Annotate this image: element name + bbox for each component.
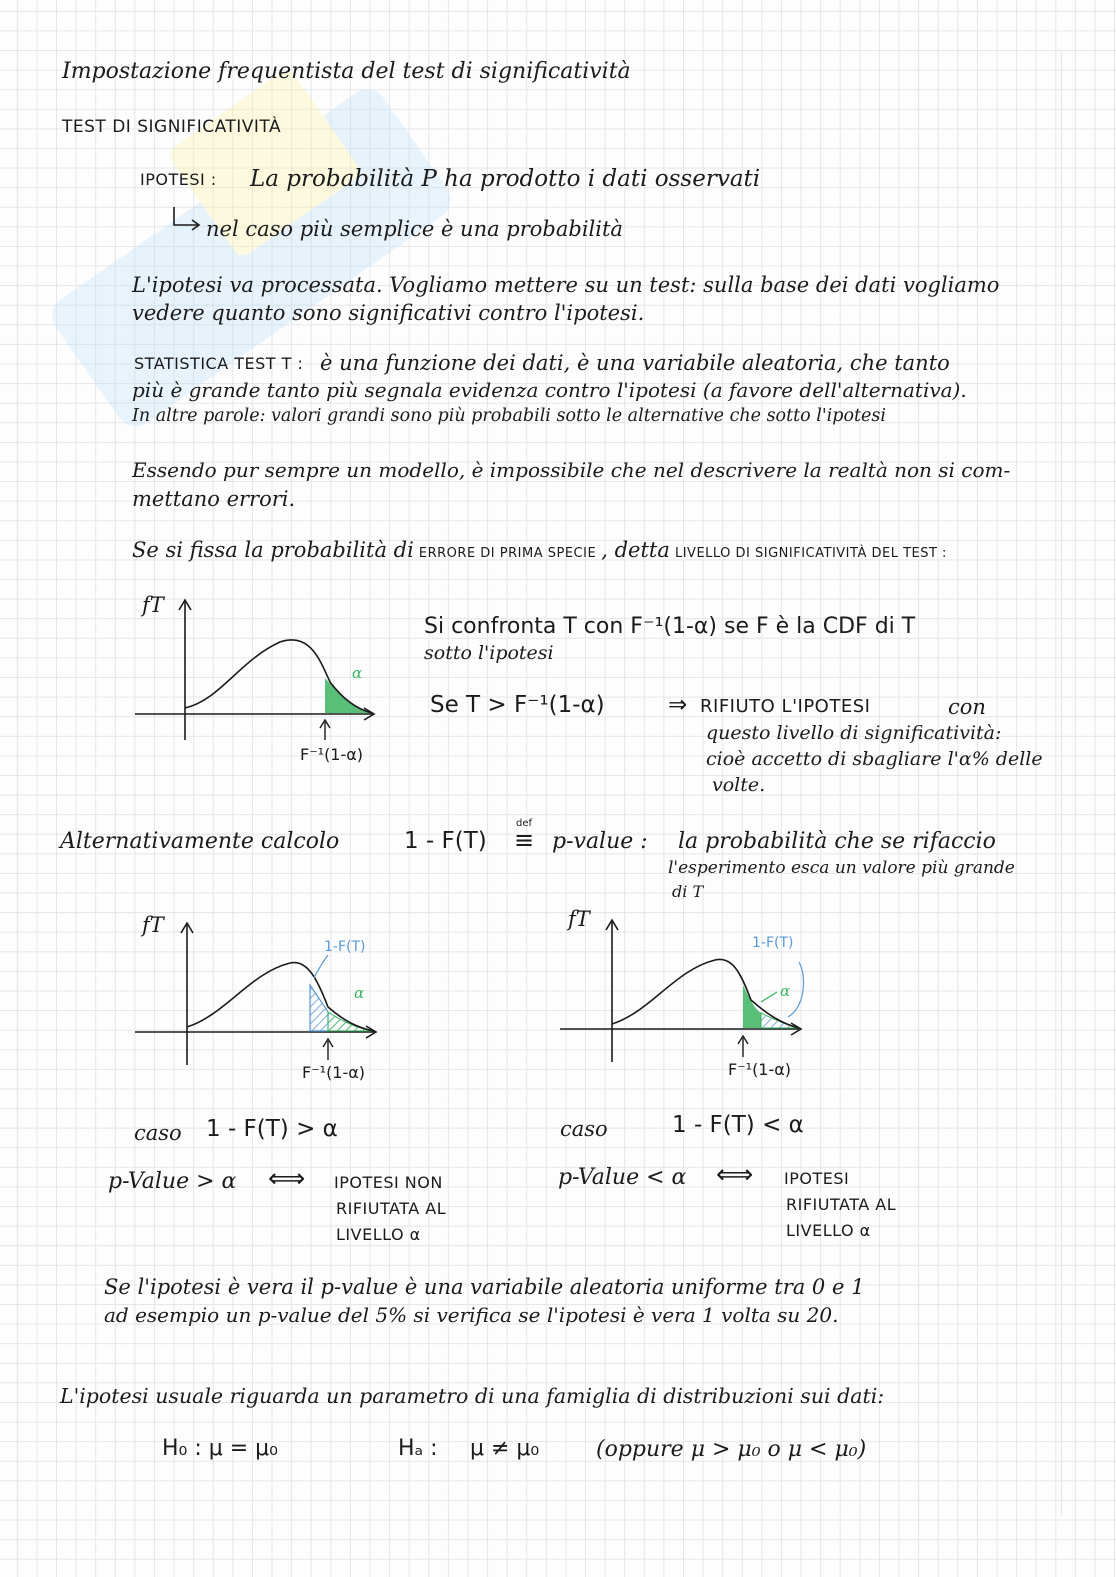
pvalue-intro: Alternativamente calcolo bbox=[60, 829, 340, 854]
iff-icon: ⟺ bbox=[268, 1164, 306, 1194]
section-heading: TEST DI SIGNIFICATIVITÀ bbox=[62, 117, 282, 137]
result-line: RIFIUTATA AL bbox=[336, 1199, 447, 1218]
alpha-pointer bbox=[761, 992, 777, 1002]
hypothesis-label: IPOTESI : bbox=[140, 170, 217, 189]
result-line: LIVELLO α bbox=[336, 1225, 421, 1244]
pvalue-desc: la probabilità che se rifaccio bbox=[678, 829, 996, 854]
paragraph-line: più è grande tanto più segnala evidenza contro l'ipotesi (a favore dell'alternativa). bbox=[132, 378, 967, 402]
pvalue-compare: p-Value < α bbox=[558, 1165, 687, 1190]
reject-explain: volte. bbox=[712, 774, 766, 796]
result-line: LIVELLO α bbox=[786, 1221, 871, 1240]
implies-icon: ⇒ bbox=[668, 692, 688, 718]
compare-line: Si confronta T con F⁻¹(1-α) se F è la CDF di T bbox=[424, 614, 916, 639]
tail-label: 1-F(T) bbox=[752, 935, 794, 951]
level-prefix: Se si fissa la probabilità di bbox=[132, 538, 414, 562]
tail-pointer bbox=[314, 955, 328, 978]
density-curve bbox=[187, 963, 374, 1031]
quantile-label: F⁻¹(1-α) bbox=[728, 1060, 792, 1079]
iff-icon: ⟺ bbox=[716, 1160, 754, 1190]
result-line: IPOTESI bbox=[784, 1169, 850, 1188]
pvalue-formula: 1 - F(T) bbox=[404, 828, 487, 854]
paragraph-line: è una funzione dei dati, è una variabile aleatoria, che tanto bbox=[320, 351, 950, 375]
def-label: def bbox=[516, 818, 533, 829]
null-hypothesis: H₀ : μ = μ₀ bbox=[162, 1436, 278, 1461]
alpha-label: α bbox=[780, 982, 791, 1000]
level-caps-error: ERRORE DI PRIMA SPECIE bbox=[418, 546, 597, 561]
level-mid: , detta bbox=[601, 538, 670, 562]
page-title: Impostazione frequentista del test di significatività bbox=[62, 59, 631, 84]
alpha-label: α bbox=[352, 664, 363, 682]
paragraph-line: Essendo pur sempre un modello, è impossibile che nel descrivere la realtà non si com- bbox=[132, 458, 1011, 482]
paragraph-line: L'ipotesi va processata. Vogliamo mettere su un test: sulla base dei dati vogliamo bbox=[132, 273, 1000, 297]
result-line: RIFIUTATA AL bbox=[786, 1195, 897, 1214]
alt-hypothesis-label: Hₐ : bbox=[398, 1436, 438, 1461]
tail-pointer bbox=[788, 962, 804, 1017]
tail-label: 1-F(T) bbox=[324, 939, 366, 955]
reject-rule: Se T > F⁻¹(1-α) bbox=[430, 692, 605, 718]
pvalue-compare: p-Value > α bbox=[108, 1169, 237, 1194]
reject-with: con bbox=[948, 695, 986, 719]
uniform-line: ad esempio un p-value del 5% si verifica se l'ipotesi è vera 1 volta su 20. bbox=[104, 1303, 839, 1327]
hypothesis-definition: La probabilità P ha prodotto i dati osservati bbox=[250, 166, 761, 192]
level-caps-significance: LIVELLO DI SIGNIFICATIVITÀ DEL TEST : bbox=[674, 546, 947, 561]
pvalue-region bbox=[310, 985, 328, 1031]
compare-line: sotto l'ipotesi bbox=[424, 642, 554, 664]
result-line: IPOTESI NON bbox=[334, 1173, 443, 1192]
hook-arrow-icon bbox=[170, 205, 204, 235]
case-label: caso bbox=[560, 1117, 608, 1141]
reject-explain: questo livello di significatività: bbox=[706, 722, 1002, 744]
pvalue-name: p-value : bbox=[552, 829, 648, 854]
y-axis-label: fT bbox=[142, 913, 164, 937]
y-axis-label: fT bbox=[568, 907, 590, 931]
hypothesis-note: nel caso più semplice è una probabilità bbox=[206, 217, 623, 241]
paragraph-line: In altre parole: valori grandi sono più probabili sotto le alternative che sotto l'ipotesi bbox=[132, 406, 886, 426]
quantile-label: F⁻¹(1-α) bbox=[302, 1063, 366, 1082]
alt-hypothesis: μ ≠ μ₀ bbox=[470, 1436, 540, 1461]
case-label: caso bbox=[134, 1121, 182, 1145]
case-formula: 1 - F(T) < α bbox=[672, 1112, 804, 1138]
reject-explain: cioè accetto di sbagliare l'α% delle bbox=[706, 748, 1043, 770]
paragraph-line: vedere quanto sono significativi contro l'ipotesi. bbox=[132, 301, 645, 325]
stat-label: STATISTICA TEST T : bbox=[134, 354, 304, 373]
paragraph-line: mettano errori. bbox=[132, 487, 296, 511]
reject-caps: RIFIUTO L'IPOTESI bbox=[700, 696, 871, 717]
uniform-line: Se l'ipotesi è vera il p-value è una variabile aleatoria uniforme tra 0 e 1 bbox=[104, 1275, 865, 1299]
alt-hypothesis-variants: (oppure μ > μ₀ o μ < μ₀) bbox=[596, 1437, 867, 1462]
parameter-line: L'ipotesi usuale riguarda un parametro di una famiglia di distribuzioni sui dati: bbox=[60, 1384, 885, 1408]
alpha-label: α bbox=[354, 984, 365, 1002]
quantile-label: F⁻¹(1-α) bbox=[300, 745, 364, 764]
level-line bbox=[132, 537, 947, 563]
case-formula: 1 - F(T) > α bbox=[206, 1116, 338, 1142]
pvalue-desc: l'esperimento esca un valore più grande bbox=[668, 858, 1015, 878]
pvalue-desc: di T bbox=[672, 882, 704, 901]
def-equals: ≡ bbox=[514, 826, 535, 854]
y-axis-label: fT bbox=[142, 593, 164, 617]
